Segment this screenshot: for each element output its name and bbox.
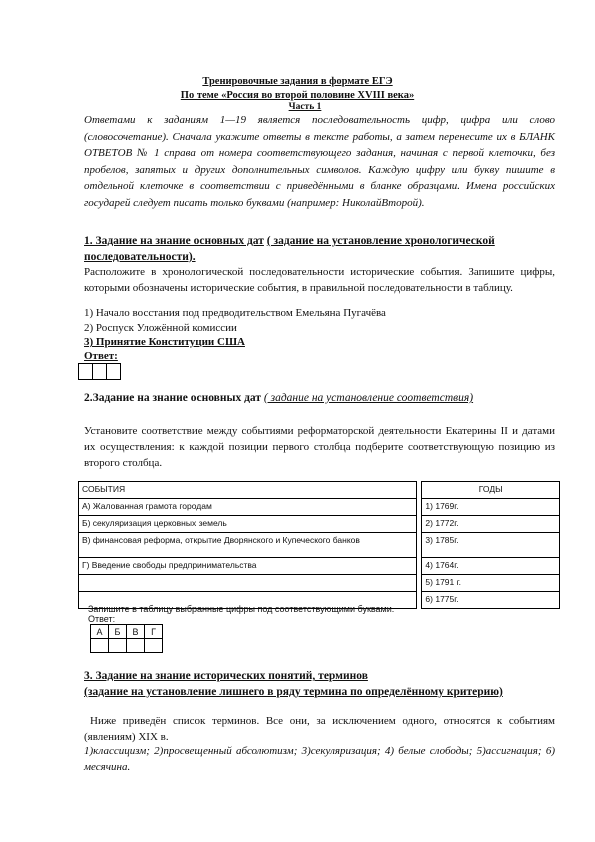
task2-answer-label: Ответ: (88, 614, 116, 624)
task1-answer-cells[interactable] (78, 363, 120, 380)
answer-cell[interactable] (109, 639, 127, 653)
table-row (79, 558, 560, 575)
task3-subheading: (задание на установление лишнего в ряду термина по определённому критерию) (84, 686, 503, 698)
answers-row[interactable] (91, 639, 163, 653)
task3-text (84, 713, 555, 745)
task1-answer-label: Ответ: (84, 350, 118, 362)
letter-b: Б (109, 625, 127, 639)
answer-letters-table[interactable] (90, 624, 163, 653)
answer-cell[interactable] (145, 639, 163, 653)
year-cell: 4) 1764г. (422, 558, 560, 575)
year-cell: 5) 1791 г. (422, 575, 560, 592)
task1-item-1: 1) Начало восстания под предводительством Емельяна Пугачёва (84, 307, 386, 319)
col-events-header: СОБЫТИЯ (79, 482, 417, 499)
letter-g: Г (145, 625, 163, 639)
event-cell: В) финансовая реформа, открытие Дворянского и Купеческого банков (79, 533, 417, 558)
task2-heading (84, 392, 473, 404)
events-table (78, 481, 560, 609)
task3-text-content: Ниже приведён список терминов. Все они, за исключением одного, относятся к событиям (явлениям) XIX в. (84, 715, 555, 743)
year-cell: 3) 1785г. (422, 533, 560, 558)
task1-item-2: 2) Роспуск Уложённой комиссии (84, 322, 237, 334)
answer-cell[interactable] (78, 363, 93, 380)
part-label: Часть 1 (288, 102, 322, 112)
event-cell: Г) Введение свободы предпринимательства (79, 558, 417, 575)
task3-terms-content: 1)классицизм; 2)просвещенный абсолютизм; 3)секуляризация; 4) белые слободы; 5)ассигнация; 6) месячина. (84, 745, 555, 773)
task1-heading-main: 1. Задание на знание основных дат (84, 235, 264, 247)
table-row (79, 516, 560, 533)
document-subtitle: По теме «Россия во второй половине XVIII века» (180, 90, 415, 101)
letter-v: В (127, 625, 145, 639)
table-row (79, 533, 560, 558)
table-header-row (79, 482, 560, 499)
table-row (79, 575, 560, 592)
task2-text-content: Установите соответствие между событиями реформаторской деятельности Екатерины II и датами их осуществления: к каждой позиции первого столбца подберите соответствующую позицию из второго столбца. (84, 425, 555, 469)
instructions-paragraph (84, 112, 555, 211)
task2-heading-note: ( задание на установление соответствия) (263, 392, 474, 404)
event-cell: Б) секуляризация церковных земель (79, 516, 417, 533)
event-cell: А) Жалованная грамота городам (79, 499, 417, 516)
year-cell: 2) 1772г. (422, 516, 560, 533)
year-cell: 6) 1775г. (422, 592, 560, 609)
year-cell: 1) 1769г. (422, 499, 560, 516)
task1-heading-note: ( задание на установление хронологической последовательности). (84, 235, 495, 263)
task2-text (84, 423, 555, 471)
answer-cell[interactable] (91, 639, 109, 653)
table-row (79, 499, 560, 516)
task1-item-3: 3) Принятие Конституции США (84, 336, 245, 348)
event-cell (79, 575, 417, 592)
col-years-header: ГОДЫ (422, 482, 560, 499)
letters-row (91, 625, 163, 639)
task3-terms (84, 743, 555, 775)
task1-heading (84, 233, 555, 265)
task1-text-content: Расположите в хронологической последовательности исторические события. Запишите цифры, которыми обозначены исторические события, в правильной последовательности в таблицу. (84, 266, 555, 294)
answer-cell[interactable] (127, 639, 145, 653)
document-title: Тренировочные задания в формате ЕГЭ (202, 76, 393, 87)
answer-cell[interactable] (92, 363, 107, 380)
task2-note: Запишите в таблицу выбранные цифры под соответствующими буквами. (88, 604, 395, 614)
task1-text (84, 264, 555, 296)
task2-heading-main: 2.Задание на знание основных дат (84, 392, 262, 404)
task3-heading: 3. Задание на знание исторических понятий, терминов (84, 670, 368, 682)
letter-a: А (91, 625, 109, 639)
answer-cell[interactable] (106, 363, 121, 380)
instructions-text: Ответами к заданиям 1—19 является последовательность цифр, цифра или слово (словосочетание). Сначала укажите ответы в тексте работы, а затем перенесите их в БЛАНК ОТВЕТОВ № 1 справа от номера соответствующего задания, начиная с первой клеточки, без пробелов, запятых и других дополнительных символов. Каждую цифру или букву пишите в отдельной клеточке в соответствии с приведёнными в бланке образцами. Имена российских государей следует писать только буквами (например: НиколайВторой). (84, 114, 555, 209)
